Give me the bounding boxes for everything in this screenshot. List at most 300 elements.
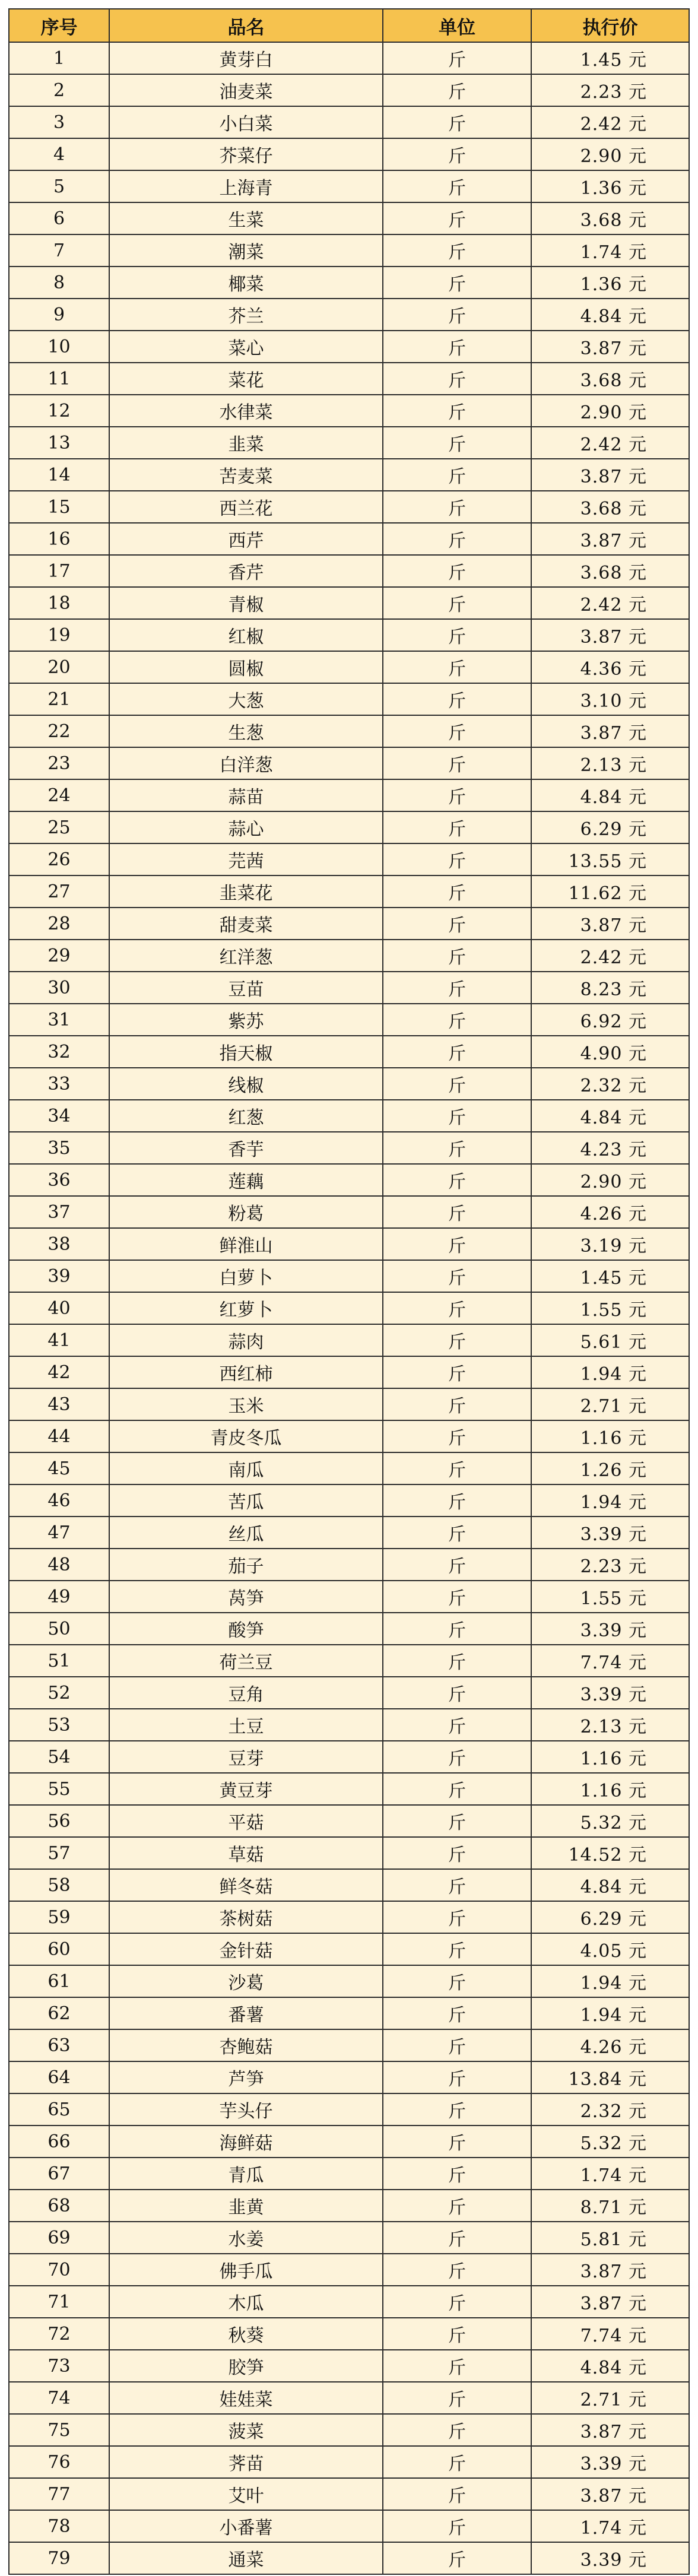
cell-price xyxy=(531,170,689,202)
table-row xyxy=(9,1933,689,1965)
table-row xyxy=(9,587,689,619)
cell-price xyxy=(531,651,689,683)
cell-unit: 斤 xyxy=(383,299,531,331)
table-body xyxy=(9,42,689,2574)
table-row xyxy=(9,1517,689,1549)
price-value: 14.52 xyxy=(568,1845,623,1866)
cell-serial-number: 49 xyxy=(9,1581,109,1613)
price-value: 3.68 xyxy=(580,370,623,391)
price-value: 2.13 xyxy=(580,1717,623,1737)
cell-item-name: 青皮冬瓜 xyxy=(109,1420,383,1452)
cell-price xyxy=(531,1741,689,1773)
price-value: 3.87 xyxy=(580,467,623,487)
cell-item-name: 红萝卜 xyxy=(109,1292,383,1324)
table-row xyxy=(9,170,689,202)
cell-price xyxy=(531,619,689,651)
cell-serial-number: 33 xyxy=(9,1068,109,1100)
cell-serial-number: 63 xyxy=(9,2029,109,2061)
price-currency: 元 xyxy=(629,146,647,167)
price-currency: 元 xyxy=(629,883,647,904)
table-row xyxy=(9,875,689,908)
table-row xyxy=(9,395,689,427)
cell-price xyxy=(531,42,689,74)
price-value: 3.39 xyxy=(580,1684,623,1705)
header-serial-number: 序号 xyxy=(9,9,109,42)
cell-unit: 斤 xyxy=(383,1805,531,1837)
cell-unit: 斤 xyxy=(383,1677,531,1709)
price-currency: 元 xyxy=(629,306,647,327)
table-row xyxy=(9,138,689,170)
price-currency: 元 xyxy=(629,2165,647,2186)
price-currency: 元 xyxy=(629,563,647,583)
price-currency: 元 xyxy=(629,1011,647,1032)
cell-serial-number: 54 xyxy=(9,1741,109,1773)
table-row xyxy=(9,2510,689,2542)
cell-item-name: 西红柿 xyxy=(109,1356,383,1388)
table-row xyxy=(9,1292,689,1324)
cell-unit: 斤 xyxy=(383,2350,531,2382)
cell-unit: 斤 xyxy=(383,491,531,523)
price-currency: 元 xyxy=(629,1204,647,1224)
cell-item-name: 红洋葱 xyxy=(109,940,383,972)
cell-serial-number: 24 xyxy=(9,779,109,811)
table-row xyxy=(9,1324,689,1356)
table-row xyxy=(9,1356,689,1388)
cell-price xyxy=(531,1068,689,1100)
cell-price xyxy=(531,1581,689,1613)
cell-unit: 斤 xyxy=(383,2190,531,2222)
cell-price xyxy=(531,1196,689,1228)
cell-price xyxy=(531,202,689,234)
cell-price xyxy=(531,363,689,395)
cell-unit: 斤 xyxy=(383,2542,531,2574)
cell-item-name: 圆椒 xyxy=(109,651,383,683)
price-currency: 元 xyxy=(629,210,647,231)
cell-unit: 斤 xyxy=(383,2382,531,2414)
cell-item-name: 白萝卜 xyxy=(109,1260,383,1292)
cell-item-name: 丝瓜 xyxy=(109,1517,383,1549)
cell-serial-number: 60 xyxy=(9,1933,109,1965)
price-currency: 元 xyxy=(629,851,647,872)
table-row xyxy=(9,267,689,299)
price-value: 3.87 xyxy=(580,723,623,744)
table-row xyxy=(9,1068,689,1100)
cell-price xyxy=(531,234,689,267)
cell-serial-number: 51 xyxy=(9,1645,109,1677)
cell-unit: 斤 xyxy=(383,908,531,940)
cell-serial-number: 71 xyxy=(9,2286,109,2318)
table-row xyxy=(9,651,689,683)
price-value: 1.45 xyxy=(580,50,623,71)
cell-serial-number: 28 xyxy=(9,908,109,940)
cell-price xyxy=(531,2029,689,2061)
price-value: 1.94 xyxy=(580,1364,623,1385)
price-currency: 元 xyxy=(629,1909,647,1930)
cell-item-name: 娃娃菜 xyxy=(109,2382,383,2414)
price-table xyxy=(8,8,690,2575)
price-value: 4.23 xyxy=(580,1140,623,1160)
cell-serial-number: 48 xyxy=(9,1549,109,1581)
cell-item-name: 豆角 xyxy=(109,1677,383,1709)
cell-unit: 斤 xyxy=(383,1292,531,1324)
cell-item-name: 黄芽白 xyxy=(109,42,383,74)
cell-serial-number: 12 xyxy=(9,395,109,427)
cell-item-name: 椰菜 xyxy=(109,267,383,299)
price-value: 3.10 xyxy=(580,691,623,712)
cell-price xyxy=(531,1933,689,1965)
cell-serial-number: 31 xyxy=(9,1004,109,1036)
cell-unit: 斤 xyxy=(383,523,531,555)
price-value: 5.32 xyxy=(580,1813,623,1833)
table-row xyxy=(9,940,689,972)
price-value: 3.68 xyxy=(580,563,623,583)
price-value: 1.55 xyxy=(580,1588,623,1609)
table-row xyxy=(9,1965,689,1997)
table-row xyxy=(9,42,689,74)
cell-unit: 斤 xyxy=(383,1004,531,1036)
cell-item-name: 西芹 xyxy=(109,523,383,555)
price-value: 13.55 xyxy=(568,851,623,872)
cell-item-name: 平菇 xyxy=(109,1805,383,1837)
table-row xyxy=(9,1004,689,1036)
header-price: 执行价 xyxy=(531,9,689,42)
table-row xyxy=(9,811,689,843)
price-value: 2.42 xyxy=(580,434,623,455)
cell-serial-number: 56 xyxy=(9,1805,109,1837)
price-value: 2.42 xyxy=(580,595,623,616)
cell-unit: 斤 xyxy=(383,1388,531,1420)
cell-serial-number: 76 xyxy=(9,2446,109,2478)
cell-price xyxy=(531,1709,689,1741)
cell-serial-number: 73 xyxy=(9,2350,109,2382)
cell-price xyxy=(531,2061,689,2093)
price-value: 1.26 xyxy=(580,1460,623,1481)
price-currency: 元 xyxy=(629,1877,647,1898)
cell-unit: 斤 xyxy=(383,2125,531,2158)
table-row xyxy=(9,1837,689,1869)
price-currency: 元 xyxy=(629,434,647,455)
cell-price xyxy=(531,1260,689,1292)
price-currency: 元 xyxy=(629,819,647,840)
table-row xyxy=(9,2382,689,2414)
cell-serial-number: 47 xyxy=(9,1517,109,1549)
cell-serial-number: 26 xyxy=(9,843,109,875)
table-row xyxy=(9,2542,689,2574)
cell-unit: 斤 xyxy=(383,555,531,587)
cell-serial-number: 41 xyxy=(9,1324,109,1356)
price-currency: 元 xyxy=(629,1236,647,1257)
cell-serial-number: 50 xyxy=(9,1613,109,1645)
cell-serial-number: 53 xyxy=(9,1709,109,1741)
cell-serial-number: 29 xyxy=(9,940,109,972)
cell-serial-number: 3 xyxy=(9,106,109,138)
cell-serial-number: 55 xyxy=(9,1773,109,1805)
cell-serial-number: 66 xyxy=(9,2125,109,2158)
price-value: 7.74 xyxy=(580,2326,623,2346)
price-currency: 元 xyxy=(629,82,647,103)
cell-unit: 斤 xyxy=(383,1356,531,1388)
price-value: 3.87 xyxy=(580,338,623,359)
cell-price xyxy=(531,1869,689,1901)
cell-serial-number: 14 xyxy=(9,459,109,491)
cell-price xyxy=(531,2093,689,2125)
price-value: 4.84 xyxy=(580,2358,623,2378)
table-row xyxy=(9,1741,689,1773)
cell-price xyxy=(531,1356,689,1388)
price-value: 2.90 xyxy=(580,402,623,423)
price-value: 13.84 xyxy=(568,2069,623,2090)
cell-item-name: 油麦菜 xyxy=(109,74,383,106)
price-value: 3.87 xyxy=(580,2486,623,2507)
cell-item-name: 黄豆芽 xyxy=(109,1773,383,1805)
table-row xyxy=(9,1901,689,1933)
cell-serial-number: 57 xyxy=(9,1837,109,1869)
cell-unit: 斤 xyxy=(383,1164,531,1196)
table-row xyxy=(9,683,689,715)
price-currency: 元 xyxy=(629,1268,647,1289)
table-row xyxy=(9,2478,689,2510)
cell-price xyxy=(531,940,689,972)
cell-unit: 斤 xyxy=(383,170,531,202)
cell-item-name: 水姜 xyxy=(109,2222,383,2254)
cell-serial-number: 10 xyxy=(9,331,109,363)
price-currency: 元 xyxy=(629,1108,647,1128)
cell-item-name: 通菜 xyxy=(109,2542,383,2574)
price-currency: 元 xyxy=(629,2133,647,2154)
cell-unit: 斤 xyxy=(383,2061,531,2093)
table-row xyxy=(9,1869,689,1901)
cell-item-name: 韭菜花 xyxy=(109,875,383,908)
table-row xyxy=(9,1709,689,1741)
price-currency: 元 xyxy=(629,2101,647,2122)
cell-price xyxy=(531,1613,689,1645)
cell-serial-number: 5 xyxy=(9,170,109,202)
table-row xyxy=(9,972,689,1004)
cell-unit: 斤 xyxy=(383,1260,531,1292)
cell-unit: 斤 xyxy=(383,1837,531,1869)
price-value: 11.62 xyxy=(568,883,623,904)
table-row xyxy=(9,1388,689,1420)
cell-price xyxy=(531,715,689,747)
cell-item-name: 金针菇 xyxy=(109,1933,383,1965)
cell-serial-number: 46 xyxy=(9,1484,109,1517)
cell-price xyxy=(531,1228,689,1260)
cell-unit: 斤 xyxy=(383,843,531,875)
price-value: 1.45 xyxy=(580,1268,623,1289)
table-row xyxy=(9,331,689,363)
price-currency: 元 xyxy=(629,1172,647,1192)
cell-price xyxy=(531,1004,689,1036)
cell-serial-number: 30 xyxy=(9,972,109,1004)
price-value: 1.94 xyxy=(580,1492,623,1513)
price-currency: 元 xyxy=(629,114,647,135)
price-value: 3.87 xyxy=(580,627,623,648)
cell-price xyxy=(531,1773,689,1805)
cell-price xyxy=(531,587,689,619)
cell-serial-number: 36 xyxy=(9,1164,109,1196)
cell-item-name: 红椒 xyxy=(109,619,383,651)
price-currency: 元 xyxy=(629,1845,647,1866)
cell-price xyxy=(531,1420,689,1452)
price-currency: 元 xyxy=(629,402,647,423)
cell-price xyxy=(531,1164,689,1196)
cell-item-name: 小番薯 xyxy=(109,2510,383,2542)
cell-serial-number: 13 xyxy=(9,427,109,459)
table-row xyxy=(9,1549,689,1581)
cell-unit: 斤 xyxy=(383,1452,531,1484)
price-currency: 元 xyxy=(629,1684,647,1705)
cell-price xyxy=(531,2446,689,2478)
price-currency: 元 xyxy=(629,2550,647,2571)
cell-item-name: 秋葵 xyxy=(109,2318,383,2350)
table-row xyxy=(9,2222,689,2254)
cell-serial-number: 20 xyxy=(9,651,109,683)
price-currency: 元 xyxy=(629,947,647,968)
cell-item-name: 鲜淮山 xyxy=(109,1228,383,1260)
cell-unit: 斤 xyxy=(383,2318,531,2350)
price-currency: 元 xyxy=(629,370,647,391)
price-value: 5.61 xyxy=(580,1332,623,1353)
cell-serial-number: 32 xyxy=(9,1036,109,1068)
price-value: 3.87 xyxy=(580,2261,623,2282)
cell-serial-number: 23 xyxy=(9,747,109,779)
cell-serial-number: 45 xyxy=(9,1452,109,1484)
table-row xyxy=(9,747,689,779)
price-currency: 元 xyxy=(629,531,647,551)
price-currency: 元 xyxy=(629,2454,647,2475)
price-currency: 元 xyxy=(629,755,647,776)
cell-item-name: 水律菜 xyxy=(109,395,383,427)
cell-serial-number: 2 xyxy=(9,74,109,106)
cell-price xyxy=(531,2125,689,2158)
cell-unit: 斤 xyxy=(383,1100,531,1132)
cell-item-name: 莲藕 xyxy=(109,1164,383,1196)
price-currency: 元 xyxy=(629,1364,647,1385)
cell-price xyxy=(531,1965,689,1997)
table-row xyxy=(9,2061,689,2093)
cell-price xyxy=(531,747,689,779)
cell-price xyxy=(531,138,689,170)
table-row xyxy=(9,779,689,811)
cell-price xyxy=(531,2414,689,2446)
cell-item-name: 木瓜 xyxy=(109,2286,383,2318)
price-value: 3.87 xyxy=(580,2422,623,2442)
cell-serial-number: 52 xyxy=(9,1677,109,1709)
cell-item-name: 小白菜 xyxy=(109,106,383,138)
price-value: 2.90 xyxy=(580,1172,623,1192)
cell-price xyxy=(531,459,689,491)
cell-item-name: 芋头仔 xyxy=(109,2093,383,2125)
cell-item-name: 海鲜菇 xyxy=(109,2125,383,2158)
cell-unit: 斤 xyxy=(383,1933,531,1965)
cell-serial-number: 25 xyxy=(9,811,109,843)
price-currency: 元 xyxy=(629,787,647,808)
cell-item-name: 豆芽 xyxy=(109,1741,383,1773)
cell-price xyxy=(531,1132,689,1164)
table-row xyxy=(9,1196,689,1228)
price-currency: 元 xyxy=(629,1428,647,1449)
price-currency: 元 xyxy=(629,2326,647,2346)
cell-serial-number: 7 xyxy=(9,234,109,267)
cell-price xyxy=(531,2222,689,2254)
price-currency: 元 xyxy=(629,627,647,648)
price-value: 1.55 xyxy=(580,1300,623,1321)
price-currency: 元 xyxy=(629,1749,647,1769)
price-currency: 元 xyxy=(629,1941,647,1962)
cell-unit: 斤 xyxy=(383,202,531,234)
cell-price xyxy=(531,779,689,811)
cell-item-name: 莴笋 xyxy=(109,1581,383,1613)
price-currency: 元 xyxy=(629,50,647,71)
table-row xyxy=(9,491,689,523)
table-row xyxy=(9,234,689,267)
cell-unit: 斤 xyxy=(383,2286,531,2318)
cell-item-name: 艾叶 xyxy=(109,2478,383,2510)
cell-serial-number: 27 xyxy=(9,875,109,908)
cell-price xyxy=(531,908,689,940)
price-value: 2.23 xyxy=(580,1556,623,1577)
cell-price xyxy=(531,1388,689,1420)
cell-item-name: 草菇 xyxy=(109,1837,383,1869)
table-row xyxy=(9,1452,689,1484)
cell-item-name: 蒜肉 xyxy=(109,1324,383,1356)
price-value: 4.36 xyxy=(580,659,623,680)
price-value: 1.36 xyxy=(580,178,623,199)
cell-item-name: 芥兰 xyxy=(109,299,383,331)
price-currency: 元 xyxy=(629,2518,647,2539)
price-value: 6.92 xyxy=(580,1011,623,1032)
table-row xyxy=(9,1773,689,1805)
cell-unit: 斤 xyxy=(383,234,531,267)
cell-serial-number: 37 xyxy=(9,1196,109,1228)
table-row xyxy=(9,427,689,459)
table-row xyxy=(9,2125,689,2158)
header-row xyxy=(9,9,689,42)
cell-price xyxy=(531,1549,689,1581)
cell-price xyxy=(531,2254,689,2286)
cell-unit: 斤 xyxy=(383,619,531,651)
cell-unit: 斤 xyxy=(383,1068,531,1100)
table-row xyxy=(9,1581,689,1613)
cell-unit: 斤 xyxy=(383,1741,531,1773)
cell-serial-number: 72 xyxy=(9,2318,109,2350)
table-row xyxy=(9,1645,689,1677)
price-value: 1.94 xyxy=(580,1973,623,1994)
cell-unit: 斤 xyxy=(383,1869,531,1901)
cell-price xyxy=(531,2158,689,2190)
cell-price xyxy=(531,491,689,523)
cell-unit: 斤 xyxy=(383,1709,531,1741)
cell-serial-number: 6 xyxy=(9,202,109,234)
cell-unit: 斤 xyxy=(383,1613,531,1645)
price-currency: 元 xyxy=(629,499,647,519)
price-value: 3.87 xyxy=(580,915,623,936)
cell-unit: 斤 xyxy=(383,1549,531,1581)
cell-item-name: 指天椒 xyxy=(109,1036,383,1068)
cell-unit: 斤 xyxy=(383,1517,531,1549)
price-currency: 元 xyxy=(629,915,647,936)
cell-unit: 斤 xyxy=(383,779,531,811)
price-value: 3.87 xyxy=(580,531,623,551)
cell-serial-number: 15 xyxy=(9,491,109,523)
price-value: 1.74 xyxy=(580,2518,623,2539)
price-value: 3.19 xyxy=(580,1236,623,1257)
price-currency: 元 xyxy=(629,2005,647,2026)
cell-serial-number: 69 xyxy=(9,2222,109,2254)
cell-item-name: 菠菜 xyxy=(109,2414,383,2446)
cell-price xyxy=(531,1484,689,1517)
cell-item-name: 红葱 xyxy=(109,1100,383,1132)
